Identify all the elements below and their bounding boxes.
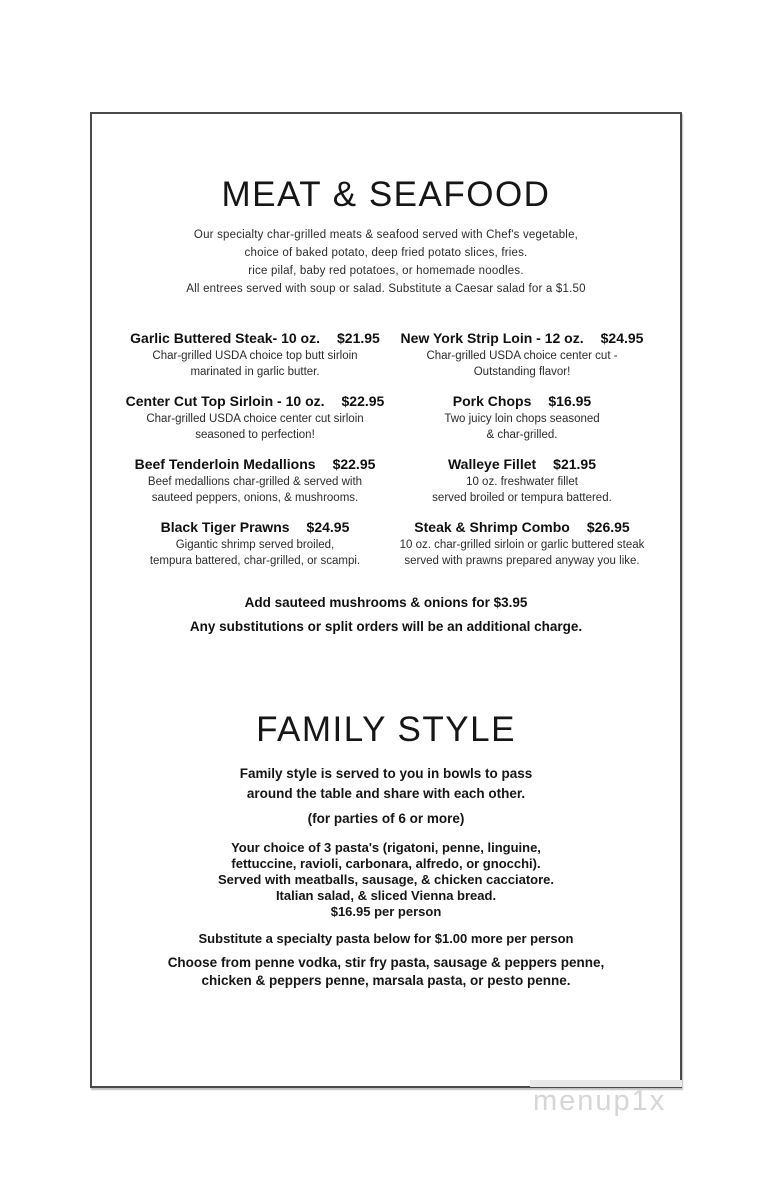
menu-item-beef-tenderloin-medallions — [117, 454, 393, 506]
intro-line: rice pilaf, baby red potatoes, or homemade noodles. — [248, 265, 524, 277]
item-description — [384, 412, 660, 443]
item-name: Black Tiger Prawns — [160, 519, 290, 535]
item-description — [117, 412, 393, 443]
mushrooms-onions-note: Add sauteed mushrooms & onions for $3.95 — [244, 595, 528, 610]
item-price: $21.95 — [553, 456, 596, 472]
item-desc-line: Char-grilled USDA choice center cut sirloin — [146, 413, 364, 425]
item-name: Walleye Fillet — [447, 456, 537, 472]
pasta-line: Served with meatballs, sausage, & chicken cacciatore. — [218, 872, 554, 887]
specialty-pasta-line: Choose from penne vodka, stir fry pasta, sausage & peppers penne, — [167, 955, 605, 970]
item-desc-line: Char-grilled USDA choice top butt sirloin — [152, 350, 358, 362]
menu-item-garlic-buttered-steak — [117, 328, 393, 380]
family-style-desc-line: around the table and share with each other. — [246, 786, 526, 801]
item-description — [384, 475, 660, 506]
item-description — [384, 349, 660, 380]
item-description — [117, 349, 393, 380]
item-description — [117, 538, 393, 569]
pasta-line: Your choice of 3 pasta's (rigatoni, penne, linguine, — [231, 840, 541, 855]
specialty-pasta-line: chicken & peppers penne, marsala pasta, or pesto penne. — [201, 972, 571, 988]
item-desc-line: 10 oz. freshwater fillet — [466, 476, 578, 488]
item-desc-line: served with prawns prepared anyway you like. — [404, 554, 640, 567]
menu-item-new-york-strip-loin — [384, 328, 660, 380]
substitutions-note: Any substitutions or split orders will be an additional charge. — [189, 619, 583, 634]
item-header — [117, 517, 393, 538]
item-desc-line: 10 oz. char-grilled sirloin or garlic buttered steak — [399, 539, 645, 551]
pasta-line: Italian salad, & sliced Vienna bread. — [275, 888, 497, 903]
item-desc-line: sauteed peppers, onions, & mushrooms. — [151, 491, 359, 504]
family-style-desc-line: Family style is served to you in bowls to pass — [239, 766, 533, 781]
menu-item-steak-shrimp-combo — [384, 517, 660, 569]
item-header — [117, 391, 393, 412]
item-desc-line: marinated in garlic butter. — [190, 365, 320, 378]
specialty-pasta-choices — [92, 954, 680, 989]
item-header — [117, 454, 393, 475]
item-header — [384, 454, 660, 475]
item-desc-line: served broiled or tempura battered. — [432, 491, 612, 504]
intro-line: All entrees served with soup or salad. Substitute a Caesar salad for a $1.50 — [186, 283, 586, 295]
item-header — [384, 517, 660, 538]
item-desc-line: Two juicy loin chops seasoned — [444, 413, 600, 425]
item-price: $26.95 — [586, 519, 630, 535]
item-desc-line: seasoned to perfection! — [195, 428, 315, 441]
item-description — [384, 538, 660, 569]
item-price: $24.95 — [306, 519, 350, 535]
item-desc-line: Outstanding flavor! — [473, 365, 571, 378]
item-header — [384, 391, 660, 412]
item-desc-line: & char-grilled. — [486, 428, 558, 441]
parties-note: (for parties of 6 or more) — [307, 811, 465, 826]
meat-seafood-section-title: MEAT & SEAFOOD — [221, 175, 551, 214]
item-desc-line: tempura battered, char-grilled, or scampi. — [149, 554, 361, 567]
item-desc-line: Beef medallions char-grilled & served with — [147, 476, 363, 488]
menupix-watermark: menup1x — [533, 1085, 667, 1117]
specialty-pasta-substitute-note: Substitute a specialty pasta below for $1.00 more per person — [198, 931, 574, 946]
item-name: Beef Tenderloin Medallions — [134, 456, 316, 472]
item-desc-line: Gigantic shrimp served broiled, — [175, 539, 335, 551]
item-description — [117, 475, 393, 506]
meat-seafood-intro — [92, 226, 680, 298]
item-desc-line: Char-grilled USDA choice center cut - — [426, 350, 618, 362]
item-name: Pork Chops — [452, 393, 532, 409]
pasta-line: fettuccine, ravioli, carbonara, alfredo, or gnocchi). — [231, 856, 541, 871]
item-name: Steak & Shrimp Combo — [414, 519, 570, 535]
item-price: $24.95 — [600, 330, 644, 346]
item-name: Garlic Buttered Steak- 10 oz. — [130, 330, 320, 346]
menu-item-center-cut-top-sirloin — [117, 391, 393, 443]
item-price: $16.95 — [548, 393, 592, 409]
family-style-description — [92, 764, 680, 804]
meat-items-left-column — [117, 328, 393, 580]
menu-item-black-tiger-prawns — [117, 517, 393, 569]
meat-items-right-column — [384, 328, 660, 580]
item-header — [384, 328, 660, 349]
item-price: $22.95 — [332, 456, 376, 472]
pasta-choices-block — [92, 840, 680, 920]
intro-line: Our specialty char-grilled meats & seafood served with Chef's vegetable, — [193, 229, 579, 241]
menu-item-walleye-fillet — [384, 454, 660, 506]
item-name: Center Cut Top Sirloin - 10 oz. — [125, 393, 325, 409]
intro-line: choice of baked potato, deep fried potato slices, fries. — [244, 247, 528, 259]
item-header — [117, 328, 393, 349]
family-style-section-title: FAMILY STYLE — [256, 710, 516, 749]
pasta-price-per-person: $16.95 per person — [330, 904, 442, 919]
item-price: $21.95 — [337, 330, 380, 346]
item-name: New York Strip Loin - 12 oz. — [400, 330, 584, 346]
menu-item-pork-chops — [384, 391, 660, 443]
item-price: $22.95 — [341, 393, 385, 409]
menu-page — [90, 112, 682, 1088]
